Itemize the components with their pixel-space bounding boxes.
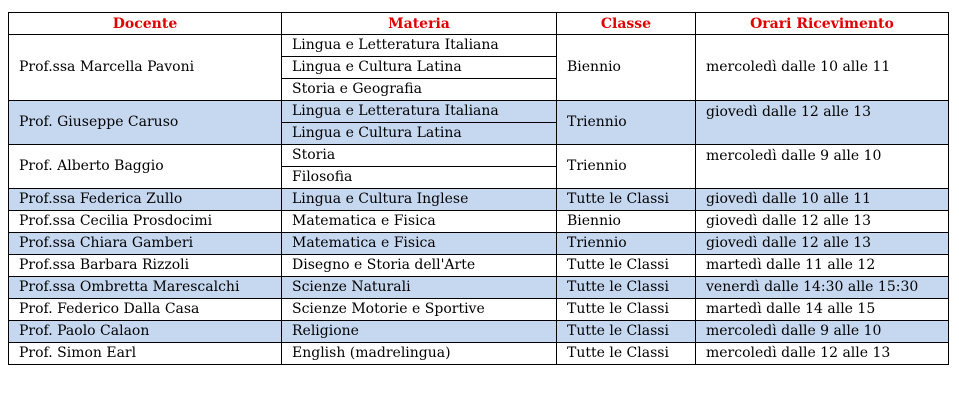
header-orari: Orari Ricevimento [696,13,949,35]
cell-orari: mercoledì dalle 10 alle 11 [696,35,949,101]
table-row [9,321,949,343]
cell-materia: Filosofia [282,167,557,189]
cell-docente: Prof.ssa Marcella Pavoni [9,35,282,101]
cell-orari: mercoledì dalle 12 alle 13 [696,343,949,365]
cell-docente: Prof.ssa Federica Zullo [9,189,282,211]
cell-docente: Prof.ssa Ombretta Marescalchi [9,277,282,299]
cell-materia: Lingua e Cultura Latina [282,123,557,145]
cell-materia: Lingua e Letteratura Italiana [282,35,557,57]
table-row [9,255,949,277]
header-classe: Classe [557,13,696,35]
cell-docente: Prof.ssa Barbara Rizzoli [9,255,282,277]
cell-classe: Tutte le Classi [557,189,696,211]
cell-materia: Religione [282,321,557,343]
cell-orari: venerdì dalle 14:30 alle 15:30 [696,277,949,299]
cell-docente: Prof.ssa Cecilia Prosdocimi [9,211,282,233]
cell-docente: Prof. Paolo Calaon [9,321,282,343]
cell-classe: Tutte le Classi [557,255,696,277]
header-row [9,13,949,35]
cell-materia: Disegno e Storia dell'Arte [282,255,557,277]
cell-materia: Lingua e Cultura Inglese [282,189,557,211]
cell-orari: giovedì dalle 10 alle 11 [696,189,949,211]
cell-classe: Biennio [557,211,696,233]
table-row [9,35,949,57]
cell-classe: Tutte le Classi [557,343,696,365]
cell-classe: Triennio [557,101,696,145]
cell-classe: Tutte le Classi [557,277,696,299]
header-docente: Docente [9,13,282,35]
cell-docente: Prof. Federico Dalla Casa [9,299,282,321]
cell-docente: Prof. Giuseppe Caruso [9,101,282,145]
cell-docente: Prof. Simon Earl [9,343,282,365]
cell-orari: martedì dalle 11 alle 12 [696,255,949,277]
table-row [9,189,949,211]
cell-materia: Lingua e Letteratura Italiana [282,101,557,123]
table-row [9,277,949,299]
cell-classe: Tutte le Classi [557,321,696,343]
cell-classe: Triennio [557,233,696,255]
cell-classe: Biennio [557,35,696,101]
table-row [9,211,949,233]
cell-materia: Matematica e Fisica [282,211,557,233]
cell-materia: Matematica e Fisica [282,233,557,255]
table-row [9,343,949,365]
header-materia: Materia [282,13,557,35]
cell-orari: giovedì dalle 12 alle 13 [696,211,949,233]
cell-orari: giovedì dalle 12 alle 13 [696,101,949,145]
cell-materia: Storia [282,145,557,167]
cell-orari: mercoledì dalle 9 alle 10 [696,145,949,189]
cell-orari: martedì dalle 14 alle 15 [696,299,949,321]
cell-orari: giovedì dalle 12 alle 13 [696,233,949,255]
reception-hours-table [8,12,949,365]
cell-materia: Scienze Naturali [282,277,557,299]
table-row [9,145,949,167]
cell-classe: Triennio [557,145,696,189]
cell-materia: English (madrelingua) [282,343,557,365]
cell-docente: Prof. Alberto Baggio [9,145,282,189]
table-row [9,101,949,123]
cell-orari: mercoledì dalle 9 alle 10 [696,321,949,343]
table-row [9,299,949,321]
cell-materia: Storia e Geografia [282,79,557,101]
cell-materia: Scienze Motorie e Sportive [282,299,557,321]
cell-materia: Lingua e Cultura Latina [282,57,557,79]
table-row [9,233,949,255]
cell-docente: Prof.ssa Chiara Gamberi [9,233,282,255]
cell-classe: Tutte le Classi [557,299,696,321]
